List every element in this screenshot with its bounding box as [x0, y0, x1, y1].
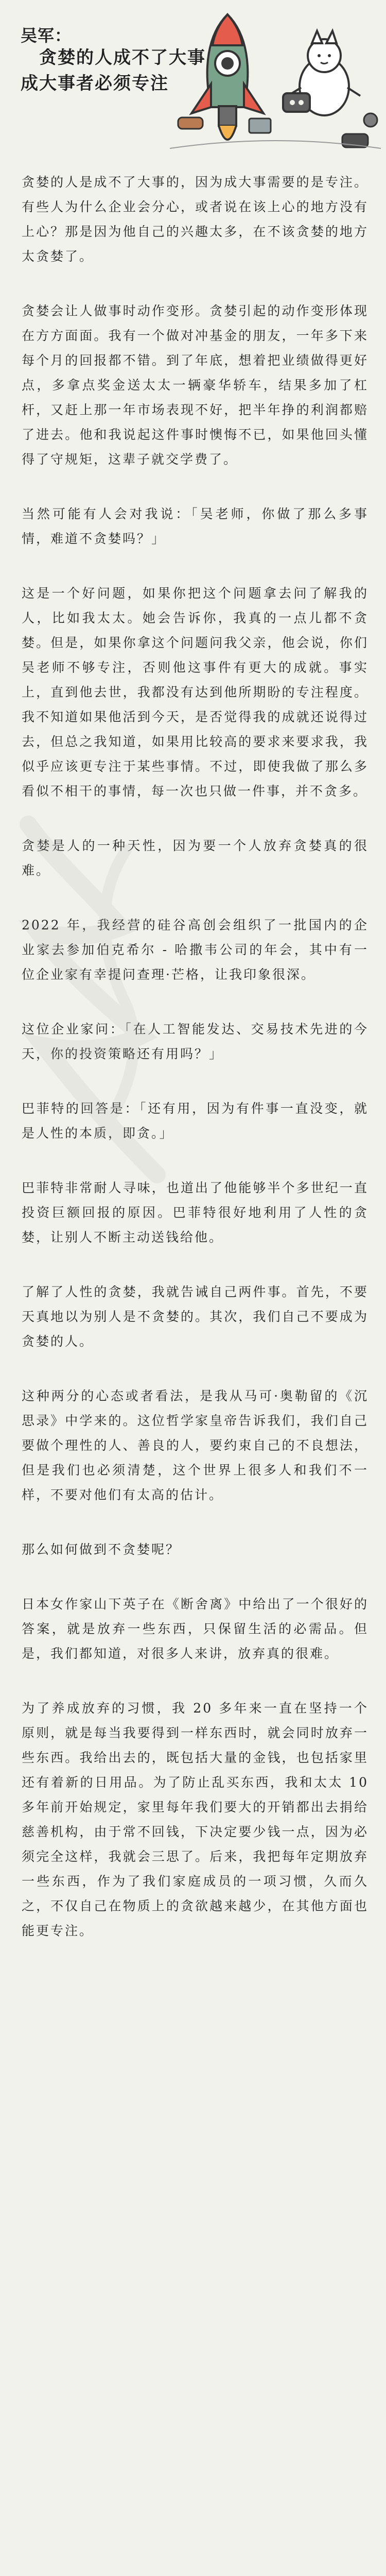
background-watermark [8, 804, 178, 1247]
article-header [0, 0, 386, 170]
article-paragraph: 为了养成放弃的习惯，我 20 多年来一直在坚持一个原则，就是每当我要得到一样东西时，就会同时放弃一些东西。我给出去的，既包括大量的金钱，也包括家里还有着新的日用品。为了防止乱买东西，我和太太 10 多年前开始规定，家里每年我们要大的开销都出去捐给慈善机构，由于常不回钱，下决定要少钱一点，因为必须完全这样，我就会三思了。后来，我把每年定期放弃一些东西，作为了我们家庭成员的一项习惯，久而久之，不仅自己在物质上的贪欲越来越少，在其他方面也能更专注。 [22, 1701, 369, 1938]
article-paragraph: 巴菲特非常耐人寻味，也道出了他能够半个多世纪一直投资巨额回报的原因。巴菲特很好地利用了人性的贪婪，让别人不断主动送钱给他。 [22, 1180, 369, 1245]
headline-line-two: 成大事者必须专注 [21, 73, 169, 94]
article-paragraph: 贪婪会让人做事时动作变形。贪婪引起的动作变形体现在方方面面。我有一个做对冲基金的朋友，一年多下来每个月的回报都不错。到了年底，想着把业绩做得更好点，多拿点奖金送太太一辆豪华轿车，结果多加了杠杆，又赶上那一年市场表现不好，把半年挣的利润都赔了进去。他和我说起这件事时懊悔不已，如果他回头懂得了守规矩，这辈子就交学费了。 [22, 303, 369, 467]
article-paragraph: 2022 年，我经营的硅谷高创会组织了一批国内的企业家去参加伯克希尔 - 哈撒韦公司的年会，其中有一位企业家有幸提问查理·芒格，让我印象很深。 [22, 918, 369, 982]
article-paragraph: 这位企业家问：「在人工智能发达、交易技术先进的今天，你的投资策略还有用吗？」 [22, 1022, 369, 1061]
article-paragraph: 巴菲特的回答是：「还有用，因为有件事一直没变，就是人性的本质，即贪。」 [22, 1101, 369, 1141]
author-name: 吴军： [21, 26, 72, 45]
article-paragraph: 了解了人性的贪婪，我就告诫自己两件事。首先，不要天真地以为别人是不贪婪的。其次，我们自己不要成为贪婪的人。 [22, 1284, 369, 1349]
article-paragraph: 这是一个好问题，如果你把这个问题拿去问了解我的人，比如我太太。她会告诉你，我真的一点儿都不贪婪。但是，如果你拿这个问题问我父亲，他会说，你们吴老师不够专注，否则他这事件有更大的成就。事实上，直到他去世，我都没有达到他所期盼的专注程度。我不知道如果他活到今天，是否觉得我的成就还说得过去，但总之我知道，如果用比较高的要求来要求我，我似乎应该更专注于某些事情。不过，即使我做了那么多看似不相干的事情，每一次也只做一件事，并不贪多。 [22, 586, 369, 799]
article-paragraph: 这种两分的心态或者看法，是我从马可·奥勒留的《沉思录》中学来的。这位哲学家皇帝告诉我们，我们自己要做个理性的人、善良的人，要约束自己的不良想法，但是我们也必须清楚，这个世界上很多人和我们不一样，不要对他们有太高的估计。 [22, 1388, 369, 1502]
cat-icon [283, 31, 360, 115]
article-paragraph: 日本女作家山下英子在《断舍离》中给出了一个很好的答案，就是放弃一些东西，只保留生活的必需品。但是，我们都知道，对很多人来讲，放弃真的很难。 [22, 1597, 369, 1661]
article-paragraph: 贪婪是人的一种天性，因为要一个人放弃贪婪真的很难。 [22, 838, 369, 878]
article-paragraph: 当然可能有人会对我说：「吴老师，你做了那么多事情，难道不贪婪吗？」 [22, 506, 369, 546]
headline-line-one: 贪婪的人成不了大事 [39, 47, 206, 68]
article-paragraph: 那么如何做到不贪婪呢？ [22, 1542, 181, 1557]
article-paragraph: 贪婪的人是成不了大事的，因为成大事需要的是专注。有些人为什么企业会分心，或者说在该上心的地方没有上心？那是因为他自己的兴趣太多，在不该贪婪的地方太贪婪了。 [22, 175, 369, 264]
header-illustration [170, 9, 381, 164]
decorative-objects [170, 113, 381, 148]
